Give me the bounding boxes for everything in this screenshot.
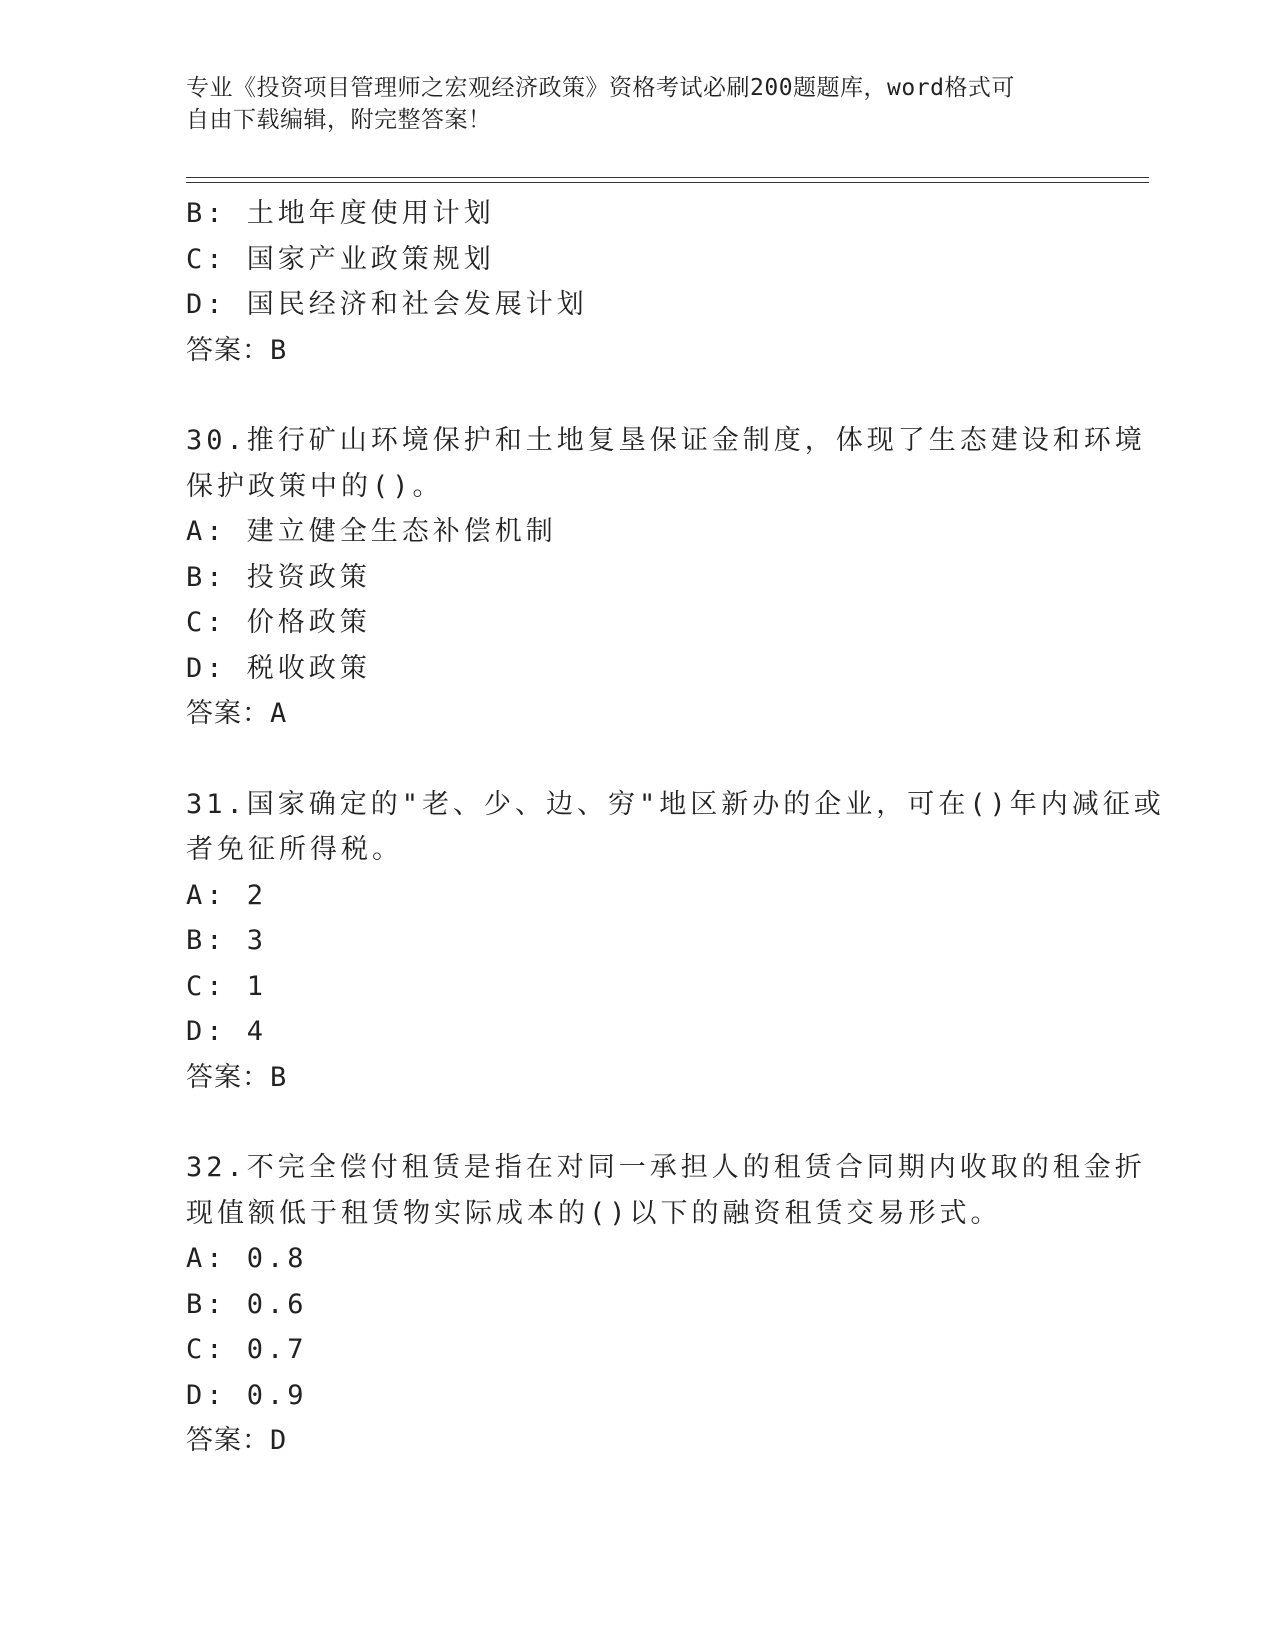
option-d: D: 国民经济和社会发展计划 [186,289,588,320]
question-32 [186,1145,1146,1464]
option-b: B: 投资政策 [186,561,371,593]
option-d: D: 0.9 [186,1379,308,1411]
question-stem-line-2: 现值额低于租赁物实际成本的()以下的融资租赁交易形式。 [186,1197,1002,1229]
question-stem-line-1: 30.推行矿山环境保护和土地复垦保证金制度，体现了生态建设和环境 [186,425,1146,456]
option-b: B: 3 [186,925,268,956]
option-d: D: 税收政策 [186,652,371,684]
question-stem-line-1: 32.不完全偿付租赁是指在对同一承担人的租赁合同期内收取的租金折 [186,1152,1146,1183]
question-31 [186,782,1165,1101]
option-a: A: 建立健全生态补偿机制 [186,516,557,547]
option-b: B: 土地年度使用计划 [186,198,495,229]
spacer [186,737,1086,782]
question-30 [186,418,1146,737]
question-list [186,191,1165,1464]
spacer [186,1100,1086,1145]
option-c: C: 国家产业政策规划 [186,243,495,275]
option-a: A: 0.8 [186,1243,308,1274]
option-d: D: 4 [186,1016,268,1047]
answer-line: 答案：B [186,334,288,366]
question-stem-line-2: 者免征所得税。 [186,834,403,865]
header-line-1: 专业《投资项目管理师之宏观经济政策》资格考试必刷200题题库，word格式可 [186,75,1015,101]
spacer [186,373,1086,418]
question-fragment [186,191,1086,373]
option-c: C: 价格政策 [186,607,371,638]
answer-line: 答案：D [186,1425,288,1456]
page-header [186,72,1066,136]
question-stem-line-1: 31.国家确定的"老、少、边、穷"地区新办的企业，可在()年内减征或 [186,788,1165,820]
answer-line: 答案：B [186,1061,288,1093]
header-line-2: 自由下载编辑，附完整答案！ [186,107,492,133]
answer-line: 答案：A [186,698,288,729]
header-divider-bottom [186,182,1149,183]
option-c: C: 0.7 [186,1334,308,1365]
option-a: A: 2 [186,879,268,911]
question-stem-line-2: 保护政策中的()。 [186,470,444,502]
header-divider-top [186,177,1149,178]
option-c: C: 1 [186,970,268,1002]
option-b: B: 0.6 [186,1288,308,1320]
